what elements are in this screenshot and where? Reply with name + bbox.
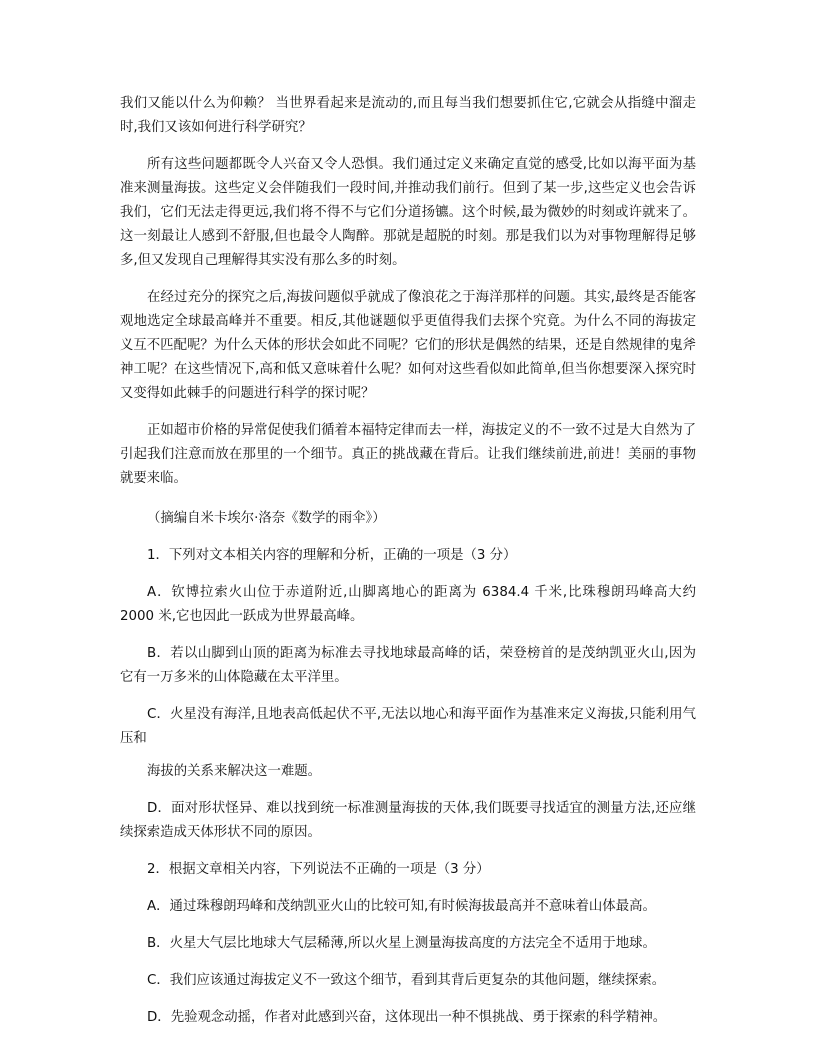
question-1-option-a: A．钦博拉索火山位于赤道附近,山脚离地心的距离为 6384.4 千米,比珠穆朗玛峰高大约 2000 米,它也因此一跃成为世界最高峰。	[120, 585, 696, 624]
source-note: （摘编自米卡埃尔·洛奈《数学的雨伞》）	[147, 511, 386, 526]
paragraph-definitions: 所有这些问题都既令人兴奋又令人恐惧。我们通过定义来确定直觉的感受,比如以海平面为基准来测量海拔。这些定义会伴随我们一段时间,并推动我们前行。但到了某一步,这些定义也会告诉我们，它们无法走得更远,我们将不得不与它们分道扬镳。这个时候,最为微妙的时刻或许就来了。这一刻最让人感到不舒服,但也最令人陶醉。那就是超脱的时刻。那是我们以为对事物理解得足够多,但又发现自己理解得其实没有那么多的时刻。	[120, 157, 696, 268]
question-2-option-a: A．通过珠穆朗玛峰和茂纳凯亚火山的比较可知,有时候海拔最高并不意味着山体最高。	[147, 899, 656, 914]
question-1-option-b: B．若以山脚到山顶的距离为标准去寻找地球最高峰的话，荣登榜首的是茂纳凯亚火山,因为它有一万多米的山体隐藏在太平洋里。	[120, 646, 696, 685]
question-1-option-c: C．火星没有海洋,且地表高低起伏不平,无法以地心和海平面作为基准来定义海拔,只能利用气压和	[120, 707, 696, 746]
paragraph-conclusion: 正如超市价格的异常促使我们循着本福特定律而去一样，海拔定义的不一致不过是大自然为了引起我们注意而放在那里的一个细节。真正的挑战藏在背后。让我们继续前进,前进！美丽的事物就要来临。	[120, 423, 697, 486]
question-1-option-c-continued: 海拔的关系来解决这一难题。	[147, 764, 322, 779]
question-2-option-b: B．火星大气层比地球大气层稀薄,所以火星上测量海拔高度的方法完全不适用于地球。	[147, 936, 656, 951]
paragraph-intro-questions: 我们又能以什么为仰赖？ 当世界看起来是流动的,而且每当我们想要抓住它,它就会从指缝中溜走时,我们又该如何进行科学研究？	[120, 96, 696, 135]
question-2-stem: 2．根据文章相关内容，下列说法不正确的一项是（3 分）	[147, 862, 490, 877]
document-page	[120, 92, 696, 1030]
question-1-option-d: D．面对形状怪异、难以找到统一标准测量海拔的天体,我们既要寻找适宜的测量方法,还应继续探索造成天体形状不同的原因。	[120, 801, 696, 840]
question-1-stem: 1．下列对文本相关内容的理解和分析，正确的一项是（3 分）	[147, 548, 517, 563]
paragraph-altitude-puzzle: 在经过充分的探究之后,海拔问题似乎就成了像浪花之于海洋那样的问题。其实,最终是否能客观地选定全球最高峰并不重要。相反,其他谜题似乎更值得我们去探个究竟。为什么不同的海拔定义互不匹配呢？为什么天体的形状会如此不同呢？它们的形状是偶然的结果，还是自然规律的鬼斧神工呢？在这些情况下,高和低又意味着什么呢？如何对这些看似如此简单,但当你想要深入探究时又变得如此棘手的问题进行科学的探讨呢？	[120, 290, 696, 401]
question-2-option-d: D．先验观念动摇，作者对此感到兴奋，这体现出一种不惧挑战、勇于探索的科学精神。	[147, 1010, 667, 1025]
question-2-option-c: C．我们应该通过海拔定义不一致这个细节，看到其背后更复杂的其他问题，继续探索。	[147, 973, 666, 988]
